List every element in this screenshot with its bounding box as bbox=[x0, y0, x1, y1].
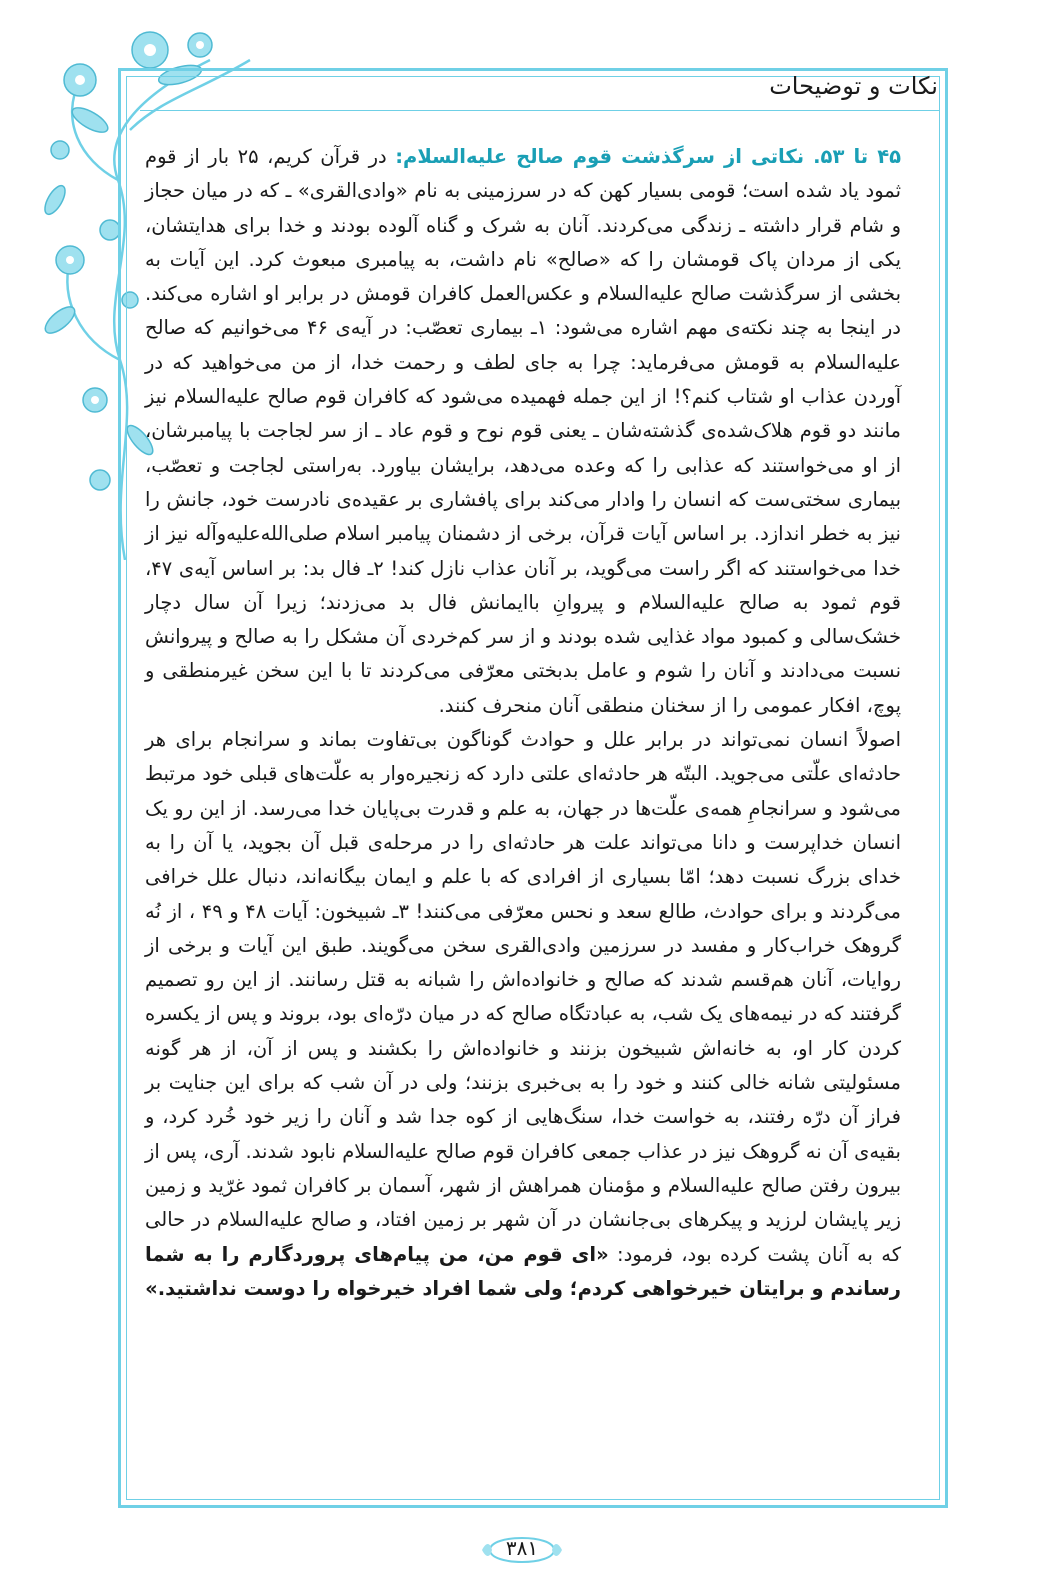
paragraph-1 bbox=[145, 140, 901, 723]
paragraph-2 bbox=[145, 723, 901, 1306]
page-header-title: نکات و توضیحات bbox=[769, 72, 938, 100]
quoted-verse: «ای قوم من، من پیام‌های پروردگارم را به شما رساندم و برایتان خیرخواهی کردم؛ ولی شما افراد خیرخواه را دوست نداشتید.» bbox=[145, 1242, 901, 1300]
body-text bbox=[145, 140, 901, 1306]
paragraph-2-text: اصولاً انسان نمی‌تواند در برابر علل و حوادث گوناگون بی‌تفاوت بماند و سرانجام برای هر حادثه‌ای علّتی می‌جوید. البتّه هر حادثه‌ای علتی دارد که زنجیره‌وار به علّت‌های قبلی خود مرتبط می‌شود و سرانجامِ همه‌ی علّت‌ها در جهان، به علم و قدرت بی‌پایان خدا می‌رسد. از این رو یک انسان خداپرست و دانا می‌تواند علت هر حادثه‌ای را در مرحله‌ی قبل آن بجوید، یا آن را به خدای بزرگ نسبت دهد؛ امّا بسیاری از افرادی که با علم و ایمان بیگانه‌اند، دنبال علل خرافی می‌گردند و برای حوادث، طالع سعد و نحس معرّفی می‌کنند! ۳ـ شبیخون: آیات ۴۸ و ۴۹ ، از نُه گروهک خراب‌کار و مفسد در سرزمین وادی‌القری سخن می‌گویند. طبق این آیات و برخی از روایات، آنان هم‌قسم شدند که صالح و خانواده‌اش را شبانه به قتل رسانند. از این رو تصمیم گرفتند که در نیمه‌های یک شب، به عبادتگاه صالح که در میان درّه‌ای بود، بروند و پس از یکسره کردن کار او، به خانه‌اش شبیخون بزنند و خانواده‌اش را بکشند و پس از آن، از هر گونه مسئولیتی شانه خالی کنند و خود را به بی‌خبری بزنند؛ ولی در آن شب که برای این جنایت بر فراز آن درّه رفتند، به خواست خدا، سنگ‌هایی از کوه جدا شد و آنان را زیر خود خُرد کرد، و بقیه‌ی آن نه گروهک نیز در عذاب جمعی کافران قوم صالح علیه‌السلام نابود شدند. آری، پس از بیرون رفتن صالح علیه‌السلام و مؤمنان همراهش از شهر، آسمان بر کافران ثمود غرّید و زمین زیر پایشان لرزید و پیکرهای بی‌جانشان در آن شهر بر زمین افتاد، و صالح علیه‌السلام در حالی که به آنان پشت کرده بود، فرمود: bbox=[145, 728, 902, 1266]
paragraph-1-text: در قرآن کریم، ۲۵ بار از قوم ثمود یاد شده است؛ قومی بسیار کهن که در سرزمینی به نام «وادی‌القری» ـ که در میان حجاز و شام قرار داشته ـ زندگی می‌کردند. آنان به شرک و گناه آلوده بودند و خدا برای هدایتشان، یکی از مردان پاک قومشان را که «صالح» نام داشت، به پیامبری مبعوث کرد. این آیات به بخشی از سرگذشت صالح علیه‌السلام و عکس‌العمل کافران قومش در برابر او اشاره می‌کند. در اینجا به چند نکته‌ی مهم اشاره می‌شود: ۱ـ بیماری تعصّب: در آیه‌ی ۴۶ می‌خوانیم که صالح علیه‌السلام به قومش می‌فرماید: چرا به جای لطف و رحمت خدا، از من می‌خواهید که در آوردن عذاب او شتاب کنم؟! از این جمله فهمیده می‌شود که کافران قوم صالح علیه‌السلام نیز مانند دو قوم هلاک‌شده‌ی گذشته‌شان ـ یعنی قوم نوح و قوم عاد ـ از سر لجاجت با پیامبرشان، از او می‌خواستند که عذابی را که وعده می‌دهد، برایشان بیاورد. به‌راستی لجاجت و تعصّب، بیماری سختی‌ست که انسان را وادار می‌کند برای پافشاری بر عقیده‌ی نادرست خود، جانش را نیز به خطر اندازد. بر اساس آیات قرآن، برخی از دشمنان پیامبر اسلام صلی‌الله‌علیه‌وآله نیز از خدا می‌خواستند که اگر راست می‌گوید، بر آنان عذاب نازل کند! ۲ـ فال بد: بر اساس آیه‌ی ۴۷، قوم ثمود به صالح علیه‌السلام و پیروانِ باایمانش فال بد می‌زدند؛ زیرا آن سال دچار خشک‌سالی و کمبود مواد غذایی شده بودند و از سر کم‌خردی آن مشکل را به صالح و پیروانش نسبت می‌دادند و آنان را شوم و عامل بدبختی معرّفی می‌کردند تا با این سخن غیرمنطقی و پوچ، افکار عمومی را از سخنان منطقی آنان منحرف کنند. bbox=[145, 145, 901, 717]
page-number-badge bbox=[480, 1528, 564, 1572]
section-heading: ۴۵ تا ۵۳. نکاتی از سرگذشت قوم صالح علیه‌السلام: bbox=[395, 145, 902, 168]
header-divider bbox=[140, 110, 940, 111]
page-number: ۳۸۱ bbox=[505, 1536, 539, 1560]
